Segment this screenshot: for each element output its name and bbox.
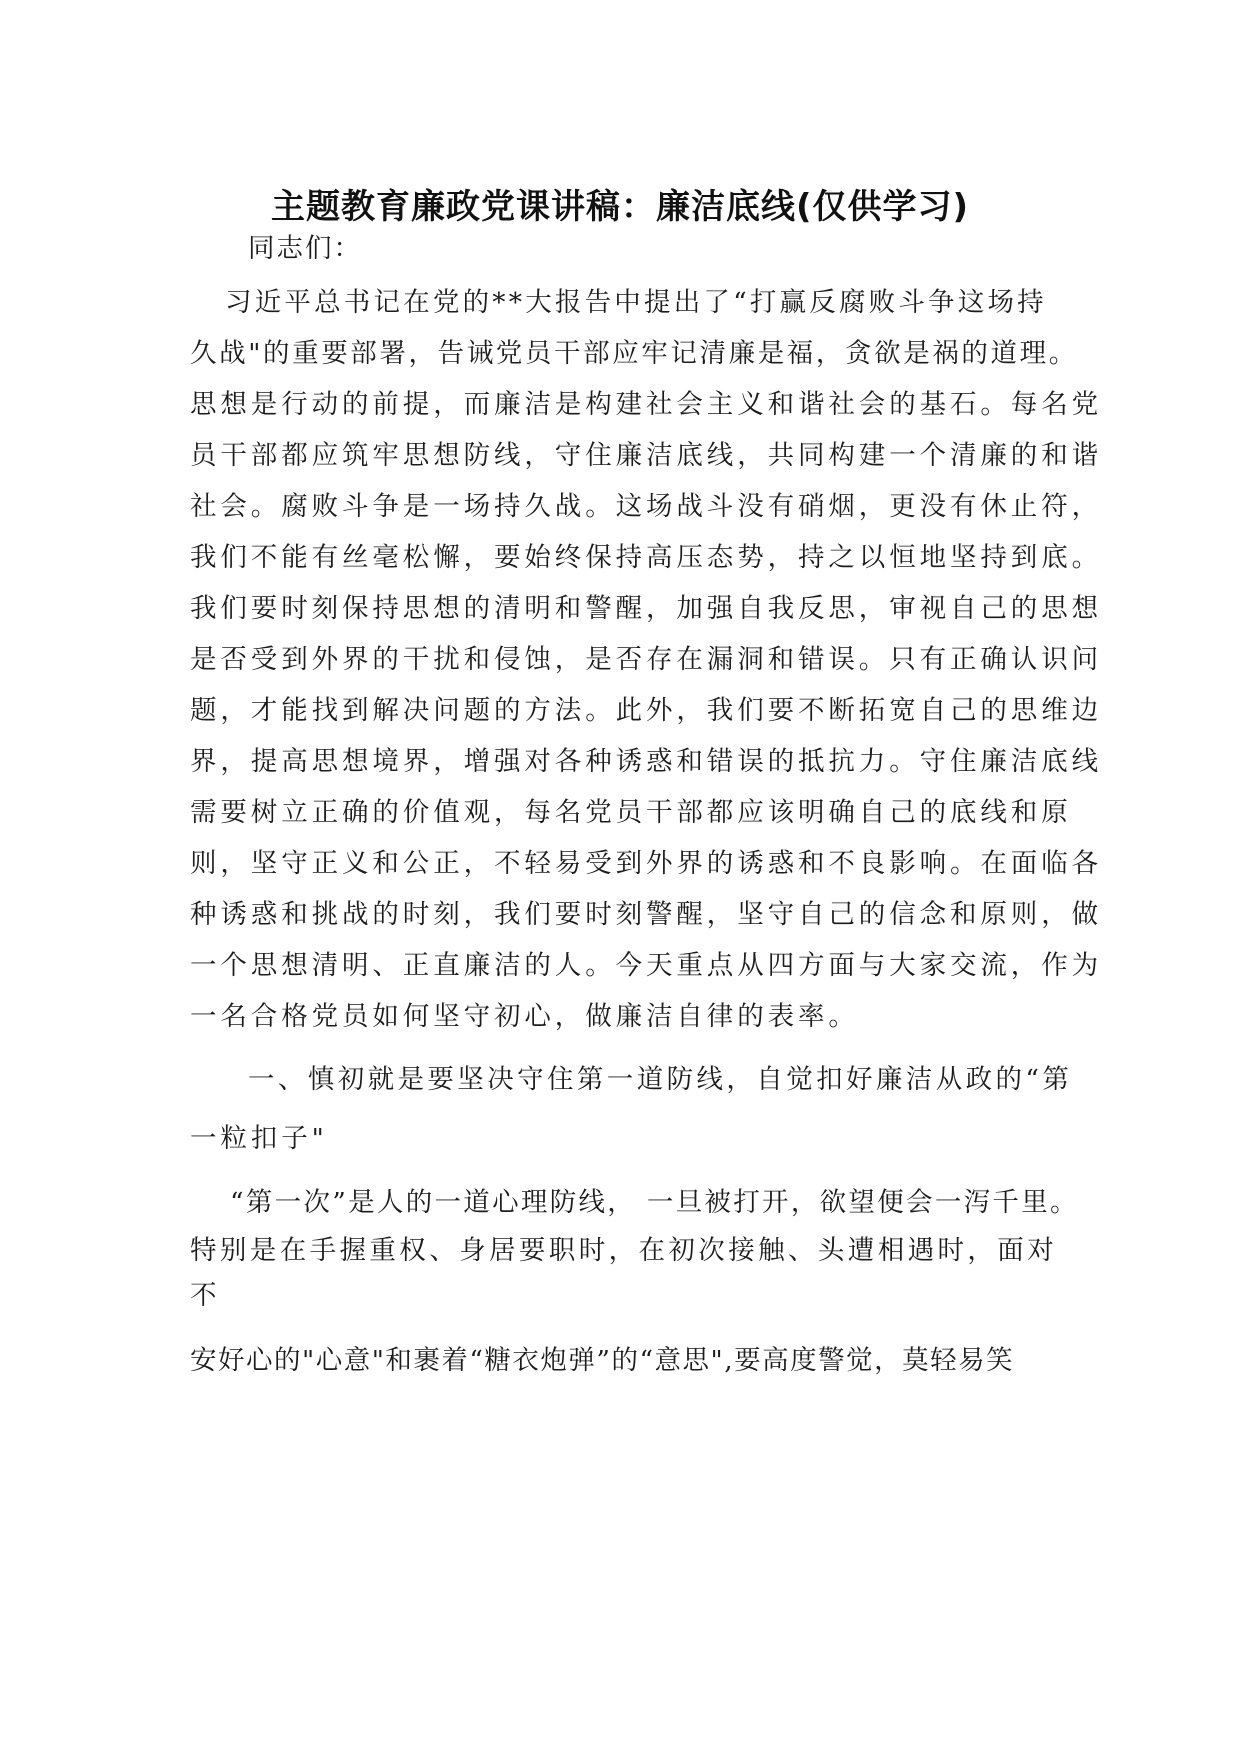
paragraph-1-line: 种诱惑和挑战的时刻，我们要时刻警醒，坚守自己的信念和原则，做	[190, 899, 1102, 930]
paragraph-1-line: 一名合格党员如何坚守初心，做廉洁自律的表率。	[190, 1001, 859, 1032]
paragraph-2-line: “第一次”是人的一道心理防线， 一旦被打开，欲望便会一泻千里。	[230, 1187, 1079, 1218]
paragraph-1-line: 我们不能有丝毫松懈，要始终保持高压态势，持之以恒地坚持到底。	[190, 542, 1102, 573]
paragraph-1-line: 我们要时刻保持思想的清明和警醒，加强自我反思，审视自己的思想	[190, 593, 1102, 624]
paragraph-1-line: 一个思想清明、正直廉洁的人。今天重点从四方面与大家交流，作为	[190, 950, 1102, 981]
paragraph-2-line: 不	[190, 1280, 221, 1311]
paragraph-1-line: 是否受到外界的干扰和侵蚀，是否存在漏洞和错误。只有正确认识问	[190, 644, 1102, 675]
section-1-heading-line: 一、慎初就是要坚决守住第一道防线，自觉扣好廉洁从政的“第	[248, 1064, 1073, 1095]
paragraph-1-line: 员干部都应筑牢思想防线，守住廉洁底线，共同构建一个清廉的和谐	[190, 440, 1102, 471]
paragraph-1-line: 题，才能找到解决问题的方法。此外，我们要不断拓宽自己的思维边	[190, 695, 1102, 726]
paragraph-1-line: 习近平总书记在党的**大报告中提出了“打赢反腐败斗争这场持	[225, 287, 1047, 318]
greeting: 同志们：	[248, 233, 362, 264]
document-title: 主题教育廉政党课讲稿：廉洁底线(仅供学习)	[270, 187, 970, 227]
paragraph-1-line: 社会。腐败斗争是一场持久战。这场战斗没有硝烟，更没有休止符，	[190, 491, 1102, 522]
paragraph-2-line: 安好心的"心意"和裹着“糖衣炮弹”的“意思",要高度警觉，莫轻易笑	[190, 1345, 1015, 1376]
paragraph-1-line: 思想是行动的前提，而廉洁是构建社会主义和谐社会的基石。每名党	[190, 389, 1102, 420]
paragraph-2-line: 特别是在手握重权、身居要职时，在初次接触、头遭相遇时，面对	[190, 1235, 1058, 1266]
paragraph-1-line: 则，坚守正义和公正，不轻易受到外界的诱惑和不良影响。在面临各	[190, 848, 1102, 879]
section-1-heading-line: 一粒扣子"	[190, 1123, 328, 1154]
paragraph-1-line: 需要树立正确的价值观，每名党员干部都应该明确自己的底线和原	[190, 797, 1072, 828]
paragraph-1-line: 界，提高思想境界，增强对各种诱惑和错误的抵抗力。守住廉洁底线	[190, 746, 1102, 777]
paragraph-1-line: 久战"的重要部署，告诫党员干部应牢记清廉是福，贪欲是祸的道理。	[190, 338, 1078, 369]
